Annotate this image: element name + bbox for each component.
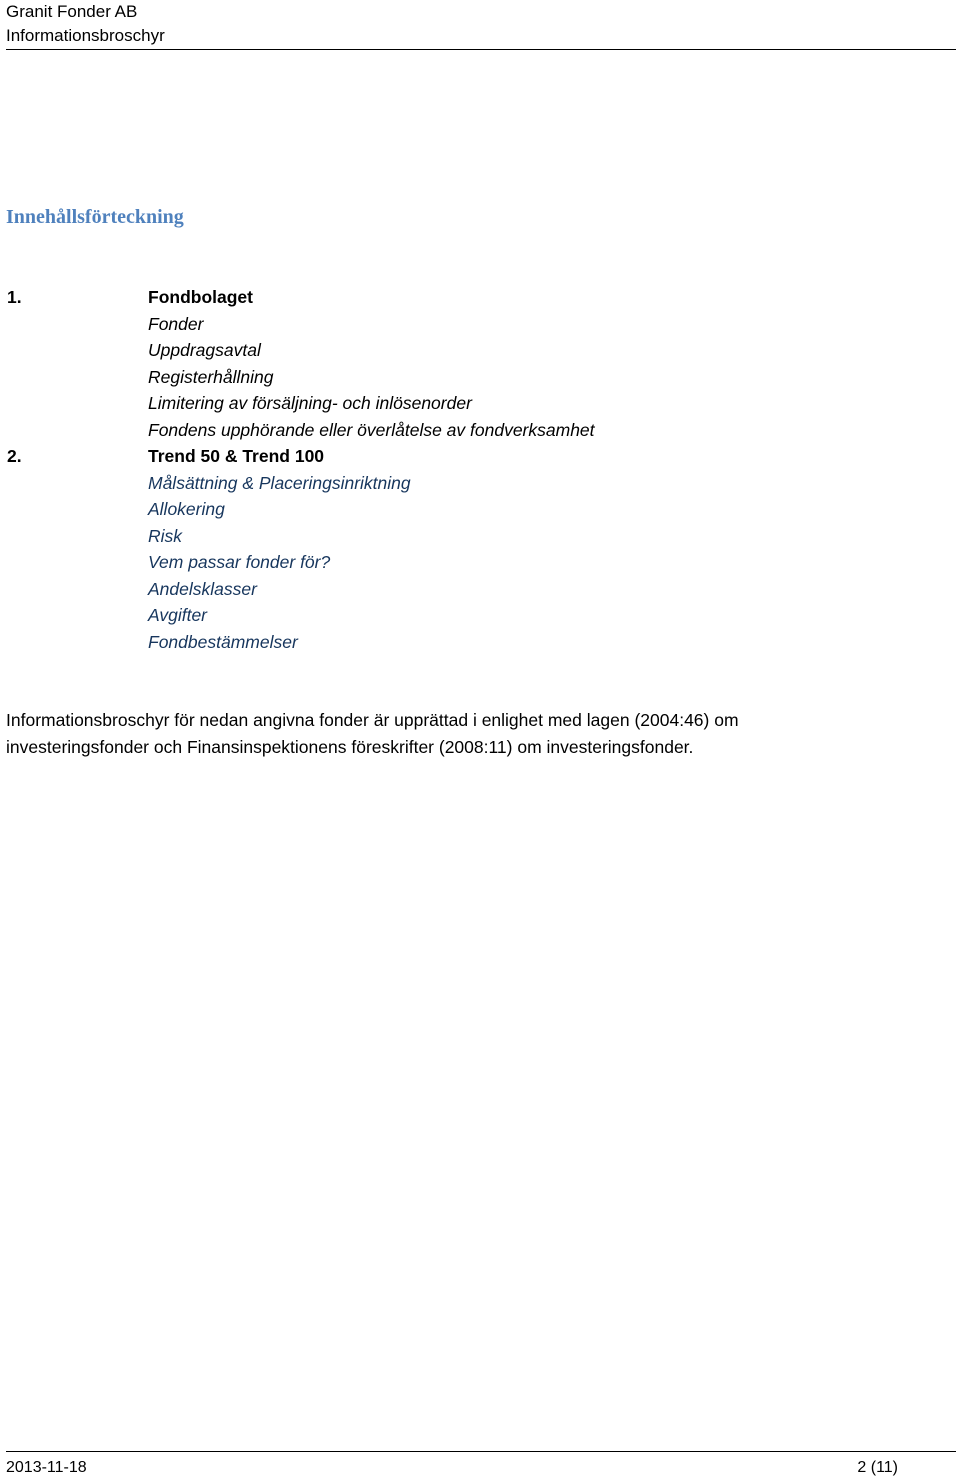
toc-item <box>0 337 960 364</box>
toc-item <box>0 364 960 391</box>
toc-item-label: Avgifter <box>148 605 208 625</box>
toc-item-label: Fonder <box>148 313 204 334</box>
footer-date: 2013-11-18 <box>6 1459 87 1476</box>
intro-paragraph <box>6 707 956 760</box>
toc-section-2 <box>0 443 960 470</box>
toc-item <box>0 549 960 576</box>
toc-item <box>0 602 960 629</box>
toc-item <box>0 390 960 417</box>
footer-page-number: 2 (11) <box>857 1459 898 1476</box>
toc-item-label: Uppdragsavtal <box>148 340 261 360</box>
toc-item-label: Målsättning & Placeringsinriktning <box>148 472 411 493</box>
toc-item <box>0 311 960 338</box>
header-document-title: Informationsbroschyr <box>6 26 165 45</box>
toc-section-1 <box>0 284 960 311</box>
toc-section-title: Fondbolaget <box>148 287 253 307</box>
toc-item-label: Fondens upphörande eller överlåtelse av fondverksamhet <box>148 419 595 440</box>
table-of-contents <box>0 284 960 655</box>
toc-section-number: 2. <box>7 446 22 466</box>
toc-item-label: Vem passar fonder för? <box>148 552 331 572</box>
header-company: Granit Fonder AB <box>6 2 138 21</box>
toc-item <box>0 496 960 523</box>
toc-item-label: Fondbestämmelser <box>148 631 298 652</box>
intro-line-2: investeringsfonder och Finansinspektionens föreskrifter (2008:11) om investeringsfonder. <box>6 736 694 757</box>
toc-item <box>0 417 960 444</box>
intro-line-1: Informationsbroschyr för nedan angivna fonder är upprättad i enlighet med lagen (2004:46) om <box>6 710 739 730</box>
toc-heading: Innehållsförteckning <box>6 206 184 228</box>
toc-section-title: Trend 50 & Trend 100 <box>148 446 325 466</box>
toc-item <box>0 470 960 497</box>
toc-item-label: Allokering <box>148 499 225 519</box>
toc-item <box>0 576 960 603</box>
toc-item-label: Andelsklasser <box>148 578 257 599</box>
toc-item <box>0 523 960 550</box>
page-header <box>6 0 956 50</box>
toc-item <box>0 629 960 656</box>
toc-item-label: Risk <box>148 525 183 546</box>
toc-section-number: 1. <box>7 287 22 307</box>
toc-item-label: Limitering av försäljning- och inlösenorder <box>148 393 472 413</box>
page-footer <box>6 1451 956 1479</box>
toc-item-label: Registerhållning <box>148 366 274 387</box>
